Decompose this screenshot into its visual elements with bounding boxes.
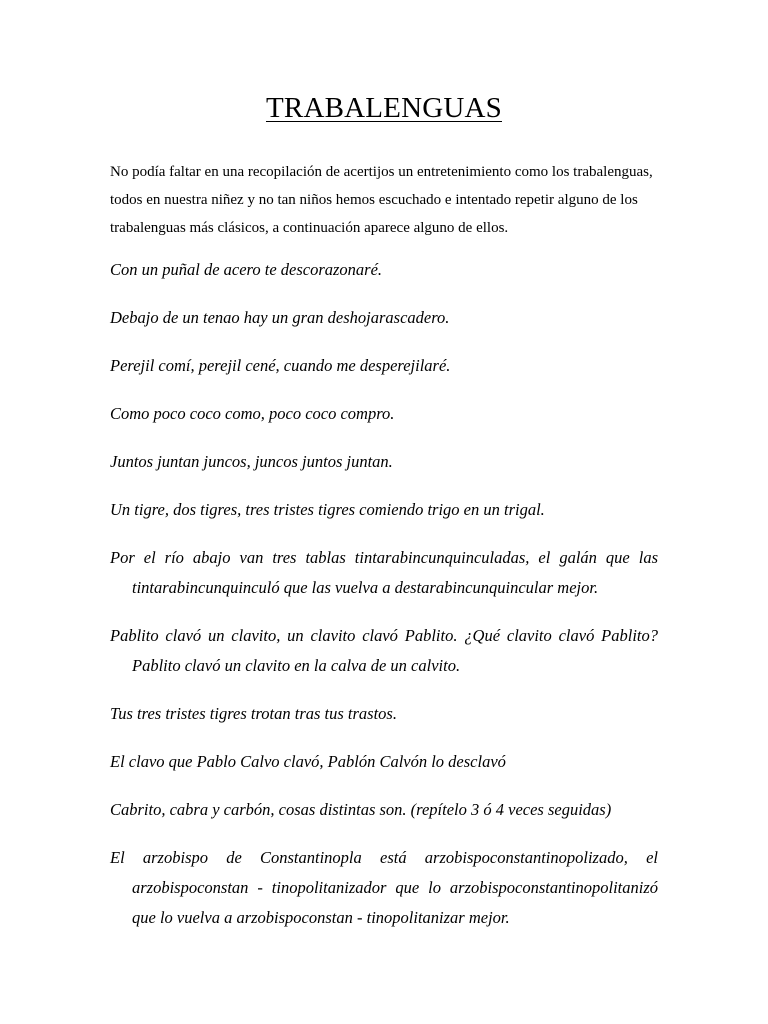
- tongue-twister-item: Pablito clavó un clavito, un clavito clavó Pablito. ¿Qué clavito clavó Pablito? Pablito clavó un clavito en la calva de un calvito.: [110, 626, 658, 675]
- tongue-twister-item: Cabrito, cabra y carbón, cosas distintas son. (repítelo 3 ó 4 veces seguidas): [110, 800, 612, 819]
- tongue-twister-item: Perejil comí, perejil cené, cuando me desperejilaré.: [110, 356, 451, 375]
- tongue-twister-item: Tus tres tristes tigres trotan tras tus trastos.: [110, 704, 397, 723]
- tongue-twister-item: Juntos juntan juncos, juncos juntos juntan.: [110, 452, 393, 471]
- page-title: TRABALENGUAS: [265, 92, 502, 124]
- tongue-twister-list: [110, 255, 658, 951]
- intro-paragraph: No podía faltar en una recopilación de acertijos un entretenimiento como los trabalenguas, todos en nuestra niñez y no tan niños hemos escuchado e intentado repetir alguno de los trabalenguas más clásicos, a continuación aparece alguno de ellos.: [110, 164, 653, 236]
- tongue-twister-item: Debajo de un tenao hay un gran deshojarascadero.: [110, 308, 450, 327]
- tongue-twister-item: Un tigre, dos tigres, tres tristes tigres comiendo trigo en un trigal.: [110, 500, 545, 519]
- tongue-twister-item: El arzobispo de Constantinopla está arzobispoconstantinopolizado, el arzobispoconstan - tinopolitanizador que lo arzobispoconstantinopolitanizó que lo vuelva a arzobispoconstan - tinopolitanizar mejor.: [110, 848, 658, 927]
- tongue-twister-item: Por el río abajo van tres tablas tintarabincunquinculadas, el galán que las tintarabincunquinculó que las vuelva a destarabincunquincular mejor.: [110, 548, 658, 597]
- tongue-twister-item: Con un puñal de acero te descorazonaré.: [110, 260, 383, 279]
- tongue-twister-item: El clavo que Pablo Calvo clavó, Pablón Calvón lo desclavó: [110, 752, 506, 771]
- tongue-twister-item: Como poco coco como, poco coco compro.: [110, 404, 395, 423]
